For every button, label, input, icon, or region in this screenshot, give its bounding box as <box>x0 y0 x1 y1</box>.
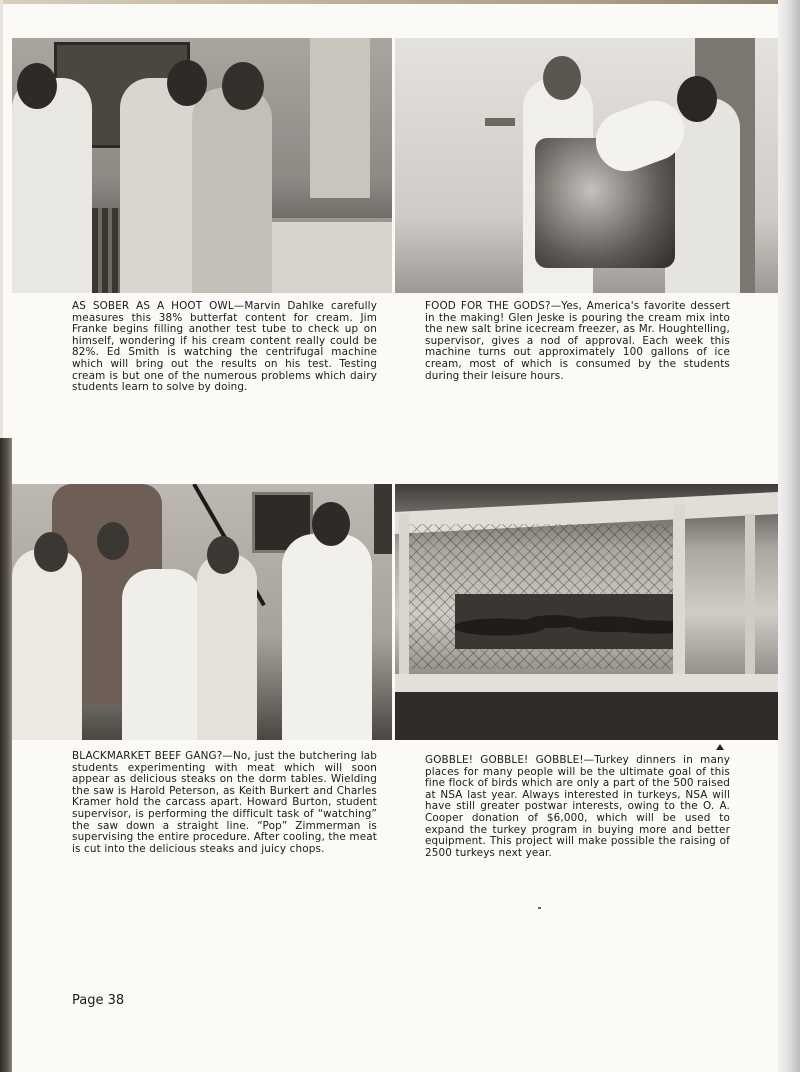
caption-headline: FOOD FOR THE GODS? <box>425 300 551 312</box>
caption-body: —Yes, America's favorite dessert in the making! Glen Jeske is pouring the cream mix into the new salt brine icecream freezer, as Mr. Houghtelling, supervisor, gives a nod of approval. Each week this machine turns out approximately 100 gallons of ice cream, most of which is consumed by the students during their leisure hours. <box>425 300 730 382</box>
page-number: Page 38 <box>72 993 125 1008</box>
page-top-edge <box>0 0 800 4</box>
book-binding-gutter <box>778 0 800 1072</box>
caption-headline: BLACKMARKET BEEF GANG? <box>72 750 223 762</box>
student-figure <box>197 554 257 740</box>
student-figure <box>12 78 92 293</box>
student-head <box>207 536 239 574</box>
photo-dairy-lab <box>12 38 392 293</box>
photo-turkey-flock <box>395 484 778 740</box>
caption-headline: AS SOBER AS A HOOT OWL <box>72 300 234 312</box>
student-figure <box>122 569 202 740</box>
supervisor-head <box>312 502 350 546</box>
student-head <box>677 76 717 122</box>
caption-hoot-owl <box>72 301 377 394</box>
faucet <box>485 118 515 126</box>
turkey-flock <box>455 594 675 649</box>
student-head <box>17 63 57 109</box>
student-figure <box>120 78 200 293</box>
photo-butchering-lab <box>12 484 392 740</box>
student-figure <box>12 549 82 740</box>
supervisor-figure <box>282 534 372 740</box>
caption-body: —Marvin Dahlke carefully measures this 38% butterfat content for cream. Jim Franke begins filling another test tube to check up on himself, wondering if his cream content really could be 82%. Ed Smith is watching the centrifugal machine which will bring out the results on his test. Testing cream is but one of the numerous problems which dairy students learn to solve by doing. <box>72 300 377 394</box>
student-head <box>34 532 68 572</box>
caption-body: —Turkey dinners in many places for many people will be the ultimate goal of this fine flock of birds which are only a part of the 500 raised at NSA last year. Always interested in turkeys, NSA will have still greater postwar interests, owing to the O. A. Cooper donation of $6,000, which will be used to expand the turkey program in buying more and better equipment. This project will make possible the raising of 2500 turkeys next year. <box>425 754 730 859</box>
student-head <box>222 62 264 110</box>
student-head <box>167 60 207 106</box>
wall-picture <box>374 484 392 554</box>
student-figure <box>192 88 272 293</box>
pen-base <box>395 692 778 740</box>
print-speck <box>538 907 541 909</box>
caption-blackmarket-beef <box>72 751 377 855</box>
adjacent-page-edge <box>0 438 12 1072</box>
door <box>310 38 370 198</box>
photo-ice-cream-freezer <box>395 38 778 293</box>
caption-headline: GOBBLE! GOBBLE! GOBBLE! <box>425 754 584 766</box>
caption-body: —No, just the butchering lab students experimenting with meat which will soon appear as delicious steaks on the dorm tables. Wielding the saw is Harold Peterson, as Keith Burkert and Charles Kramer hold the carcass apart. Howard Burton, student supervisor, is performing the difficult task of “watching” the saw down a straight line. “Pop” Zimmerman is supervising the entire procedure. After cooling, the meat is cut into the delicious steaks and juicy chops. <box>72 750 378 855</box>
caption-food-for-gods <box>425 301 730 382</box>
page-left-margin <box>0 0 3 438</box>
student-head <box>97 522 129 560</box>
caption-gobble <box>425 755 730 859</box>
lab-sink <box>267 218 392 293</box>
pen-rail <box>395 674 778 692</box>
supervisor-head <box>543 56 581 100</box>
print-mark <box>716 744 724 750</box>
